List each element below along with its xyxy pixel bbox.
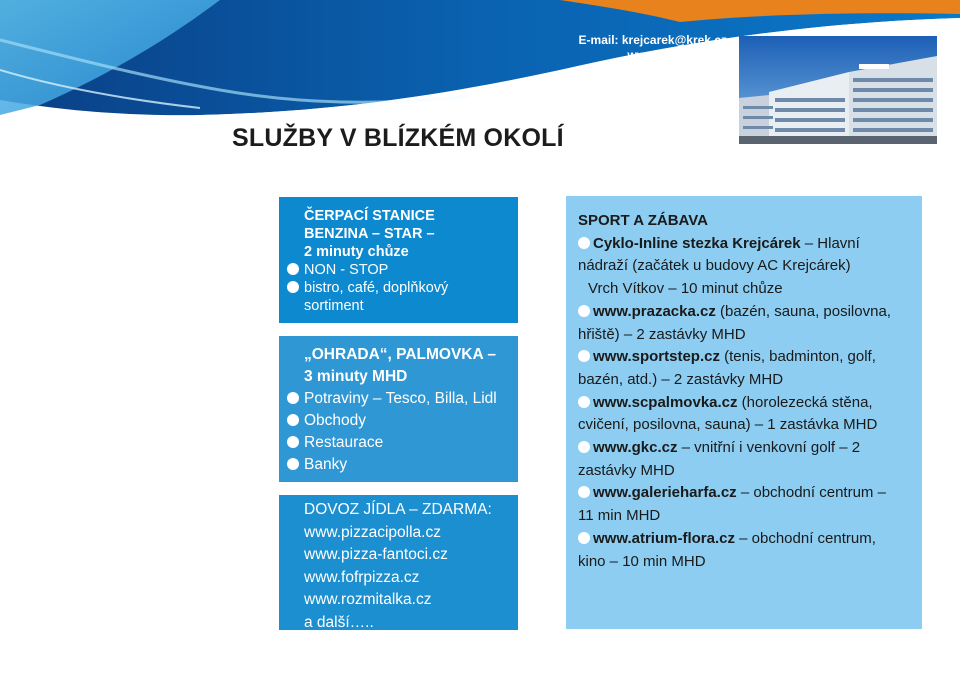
gas-station-heading-3: 2 minuty chůze [304,244,409,260]
list-item-continuation: bazén, atd.) – 2 zastávky MHD [578,370,784,388]
sport-link[interactable]: www.gkc.cz [593,439,678,457]
list-item: www.sportstep.cz (tenis, badminton, golf, [578,346,922,369]
delivery-link[interactable]: www.pizzacipolla.cz [304,523,441,541]
list-item: Cyklo-Inline stezka Krejcárek – Hlavní [578,233,922,256]
bullet-icon [287,392,299,404]
bullet-icon [578,305,590,317]
delivery-link[interactable]: www.fofrpizza.cz [304,568,420,586]
list-item-continuation: nádraží (začátek u budovy AC Krejcárek) [578,257,851,275]
list-item: NON - STOP [287,261,518,279]
contact-web[interactable]: www.krejcarek.cz [627,48,727,62]
contact-block [579,33,727,108]
list-item-continuation: hřiště) – 2 zastávky MHD [578,325,746,343]
list-item-continuation: sortiment [304,298,364,314]
list-item: Potraviny – Tesco, Billa, Lidl [287,388,518,410]
sport-heading: SPORT A ZÁBAVA [578,212,708,229]
delivery-link[interactable]: www.rozmitalka.cz [304,591,432,608]
bullet-icon [287,436,299,448]
delivery-link[interactable]: www.pizza-fantoci.cz [304,546,448,563]
sport-link[interactable]: Cyklo-Inline stezka Krejcárek [593,234,801,252]
sport-link[interactable]: www.atrium-flora.cz [593,529,735,547]
bullet-icon [578,396,590,408]
bullet-icon [578,350,590,362]
shopping-heading-2: 3 minuty MHD [304,368,408,385]
list-item-continuation: cvičení, posilovna, sauna) – 1 zastávka MHD [578,416,878,434]
sport-link[interactable]: www.sportstep.cz [593,348,720,366]
list-item-continuation: 11 min MHD [578,507,661,525]
bullet-icon [578,532,590,544]
bullet-icon [287,263,299,275]
page-title: SLUŽBY V BLÍZKÉM OKOLÍ [232,124,564,152]
sport-link[interactable]: www.prazacka.cz [593,302,716,320]
sport-link[interactable]: www.galerieharfa.cz [593,484,737,502]
bullet-icon [578,441,590,453]
list-item: Restaurace [287,432,518,454]
sport-link[interactable]: www.scpalmovka.cz [593,393,738,411]
list-item-continuation: zastávky MHD [578,461,675,479]
food-delivery-heading: DOVOZ JÍDLA – ZDARMA: [304,501,492,518]
sport-box [566,196,922,629]
list-item-continuation: kino – 10 min MHD [578,552,706,570]
gas-station-heading-1: ČERPACÍ STANICE [304,208,435,224]
list-item: www.gkc.cz – vnitřní i venkovní golf – 2 [578,437,922,460]
delivery-more: a další….. [304,613,374,631]
bullet-icon [287,414,299,426]
contact-city: 130 00 Praha 3 [643,93,727,107]
list-item: www.atrium-flora.cz – obchodní centrum, [578,528,922,551]
contact-street: Pod Krejcárkem 975/2 [602,78,727,92]
bullet-icon [578,486,590,498]
shopping-box [279,336,518,482]
list-item: Banky [287,454,518,476]
contact-email[interactable]: E-mail: krejcarek@krek.cz [578,33,727,47]
shopping-heading-1: „OHRADA“, PALMOVKA – [304,346,497,363]
contact-mobile: Mobil: +420 602 600 003 [591,63,727,77]
food-delivery-box [279,495,518,630]
bullet-icon [578,237,590,249]
list-item: www.galerieharfa.cz – obchodní centrum – [578,482,922,505]
list-item-continuation: Vrch Vítkov – 10 minut chůze [588,280,783,298]
list-item: Obchody [287,410,518,432]
gas-station-heading-2: BENZINA – STAR – [304,226,435,242]
bullet-icon [287,458,299,470]
list-item: bistro, café, doplňkový [287,279,518,297]
building-photo [739,36,937,144]
list-item: www.prazacka.cz (bazén, sauna, posilovna, [578,301,922,324]
gas-station-box [279,197,518,323]
list-item: www.scpalmovka.cz (horolezecká stěna, [578,392,922,415]
bullet-icon [287,281,299,293]
